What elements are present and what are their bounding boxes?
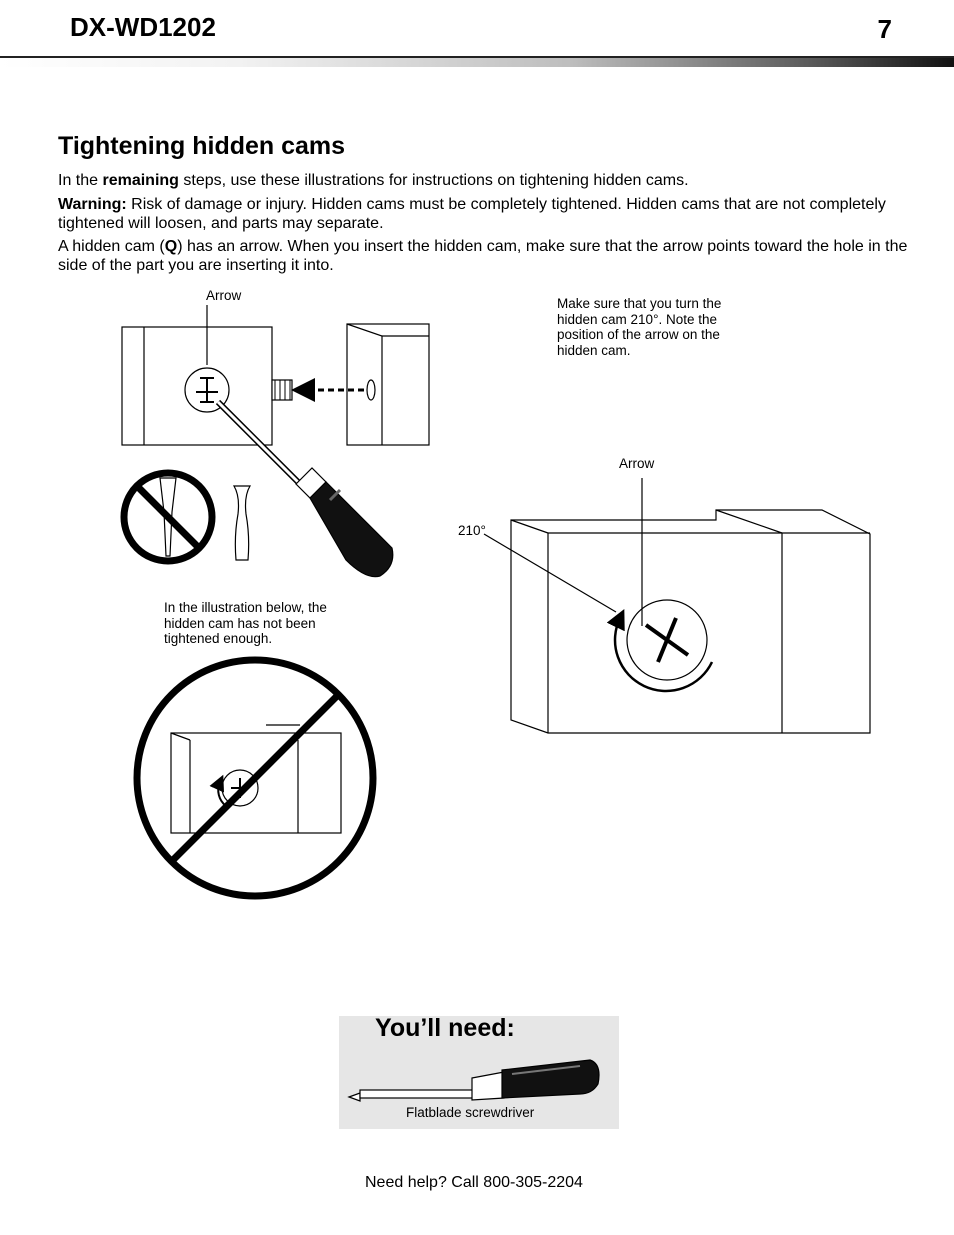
part-letter: Q xyxy=(164,238,178,255)
intro-paragraph: In the remaining steps, use these illustrations for instructions on tightening hidden cams. xyxy=(58,172,689,189)
arrow-label-right: Arrow xyxy=(619,456,655,471)
tools-needed-title: You’ll need: xyxy=(375,1014,515,1042)
emphasis-remaining: remaining xyxy=(102,172,179,189)
angle-label: 210° xyxy=(458,523,486,538)
help-footer: Need help? Call 800-305-2204 xyxy=(365,1174,583,1191)
not-tightened-note: In the illustration below, the hidden cam has not been tightened enough. xyxy=(164,600,327,646)
arrow-label-left: Arrow xyxy=(206,288,242,303)
tool-caption: Flatblade screwdriver xyxy=(406,1105,535,1120)
warning-label: Warning: xyxy=(58,196,127,213)
warning-paragraph: Warning: Risk of damage or injury. Hidden cams must be completely tightened. Hidden cams that are not completely tightened will loosen, and parts may separate. xyxy=(58,196,886,232)
section-title: Tightening hidden cams xyxy=(58,132,346,160)
hidden-cam-paragraph: A hidden cam (Q) has an arrow. When you insert the hidden cam, make sure that the arrow points toward the hole in the side of the part you are inserting it into. xyxy=(58,238,908,274)
turn-note: Make sure that you turn the hidden cam 210°. Note the position of the arrow on the hidden cam. xyxy=(557,296,722,358)
page-number: 7 xyxy=(877,14,892,44)
model-number: DX-WD1202 xyxy=(70,12,216,42)
